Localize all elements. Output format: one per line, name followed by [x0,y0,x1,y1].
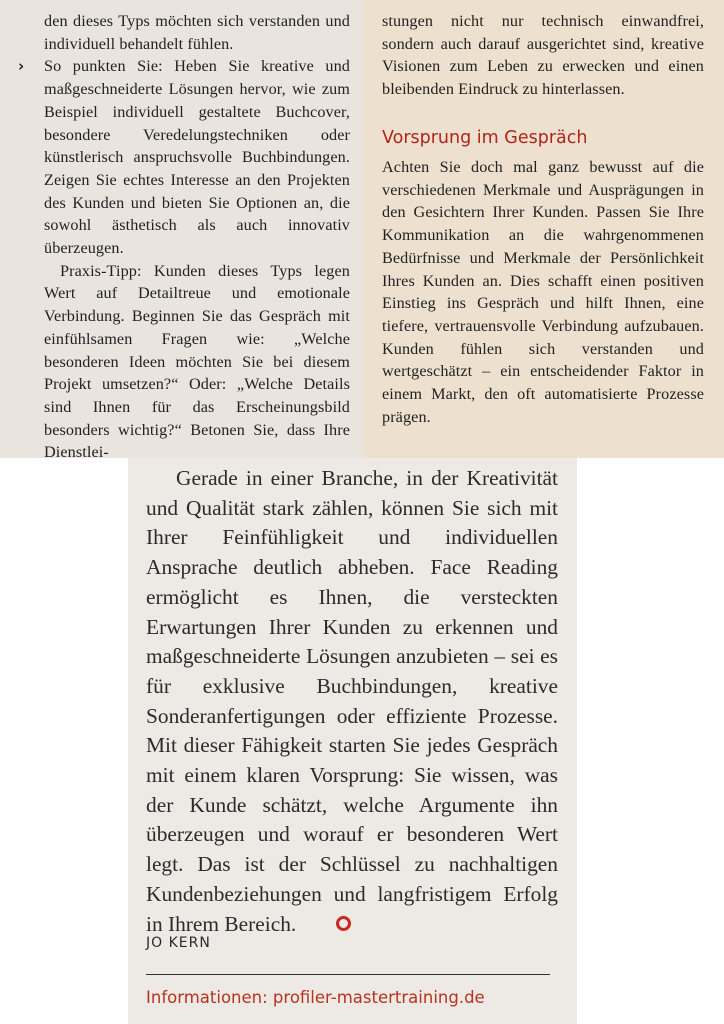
section-heading: Vorsprung im Gespräch [382,128,588,148]
closing-paragraph-block [146,464,558,939]
right-column-continuation [382,10,704,101]
chevron-right-icon: › [18,57,25,76]
closing-paragraph [146,464,558,939]
right-body-paragraph: Achten Sie doch mal ganz bewusst auf die verschiedenen Merkmale und Ausprägungen in den Gesichtern Ihrer Kunden. Passen Sie Ihre Kommunikation an die wahrgenommenen Bedürfnisse und Merkmale der Persönlichkeit Ihres Kunden an. Dies schafft einen positiven Einstieg ins Gespräch und hilft Ihnen, eine tiefere, vertrauensvolle Verbindung aufzubauen. Kunden fühlen sich verstanden und wertgeschätzt – ein entscheidender Faktor in einem Markt, den oft automatisierte Prozesse prägen. [382,158,704,426]
left-intro-paragraph: den dieses Typs möchten sich verstanden und individuell behandelt fühlen. [44,12,350,53]
left-column [18,10,350,464]
ring-end-icon [336,916,351,931]
tip-paragraph: Praxis-Tipp: Kunden dieses Typs legen Wert auf Detailtreue und emotionale Verbindung. Beginnen Sie das Gespräch mit einfühlsamen Fragen wie: „Welche besonderen Ideen möchten Sie bei diesem Projekt umsetzen?“ Oder: „Welche Details sind Ihnen für das Erscheinungsbild besonders wichtig?“ Betonen Sie, dass Ihre Dienstlei- [44,261,350,462]
bullet-text: So punkten Sie: Heben Sie kreative und maßgeschneiderte Lösungen hervor, wie zum Beispiel individuell gestaltete Buchcover, besondere Veredelungstechniken oder künstlerisch anspruchsvolle Buchbindungen. Zeigen Sie echtes Interesse an den Projekten des Kunden und bieten Sie Optionen an, die sowohl ästhetisch als auch innovativ überzeugen. [44,57,350,258]
info-link[interactable]: Informationen: profiler-mastertraining.de [146,988,485,1007]
right-column-body [382,156,704,428]
continuation-paragraph: stungen nicht nur technisch einwandfrei, sondern auch darauf ausgerichtet sind, kreative Visionen zum Leben zu erwecken und einen bleibenden Eindruck zu hinterlassen. [382,12,704,99]
divider [146,974,550,975]
author-name: JO KERN [146,935,211,951]
closing-text: Gerade in einer Branche, in der Kreativität und Qualität stark zählen, können Sie sich mit Ihrer Feinfühligkeit und individuellen Ansprache deutlich abheben. Face Reading ermöglicht es Ihnen, die versteckten Erwartungen Ihrer Kunden zu erkennen und maßgeschneiderte Lösungen anzubieten – sei es für exklusive Buchbindungen, kreative Sonderanfertigungen oder effiziente Prozesse. Mit dieser Fähigkeit starten Sie jedes Gespräch mit einem klaren Vorsprung: Sie wissen, was der Kunde schätzt, welche Argumente ihn überzeugen und worauf er besonderen Wert legt. Das ist der Schlüssel zu nachhaltigen Kundenbeziehungen und langfristigem Erfolg in Ihrem Bereich. [146,466,558,936]
bullet-paragraph [18,55,350,259]
